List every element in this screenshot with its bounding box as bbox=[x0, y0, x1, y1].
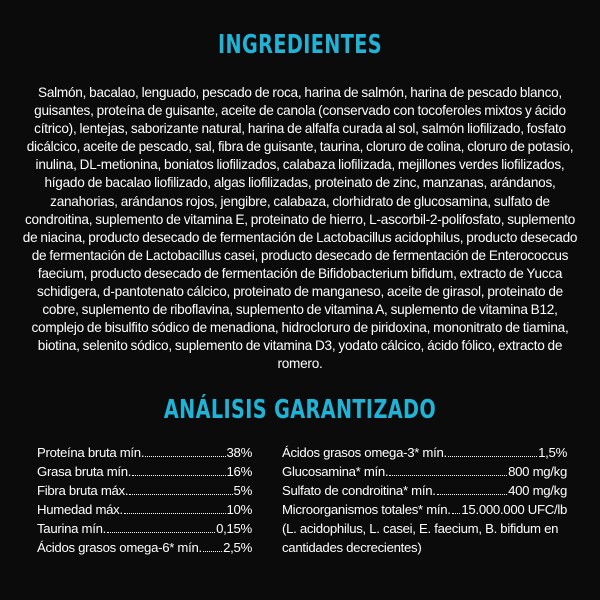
dot-leader bbox=[107, 531, 215, 533]
dot-leader bbox=[124, 512, 226, 514]
dot-leader bbox=[448, 455, 537, 457]
analysis-row bbox=[37, 500, 252, 519]
dot-leader bbox=[145, 455, 225, 457]
analysis-heading: ANÁLISIS GARANTIZADO bbox=[163, 395, 437, 425]
analysis-label: Grasa bruta mín. bbox=[37, 464, 132, 479]
analysis-row bbox=[282, 481, 567, 500]
analysis-value: 16% bbox=[226, 464, 252, 479]
dot-leader bbox=[452, 512, 461, 514]
analysis-value: 38% bbox=[226, 445, 252, 460]
analysis-right-column bbox=[282, 443, 567, 557]
analysis-row bbox=[37, 481, 252, 500]
analysis-label: Taurina mín. bbox=[37, 521, 106, 536]
dot-leader bbox=[389, 474, 507, 476]
analysis-value: 5% bbox=[233, 483, 252, 498]
dot-leader bbox=[132, 474, 225, 476]
analysis-row bbox=[282, 443, 567, 462]
analysis-value: 2,5% bbox=[223, 540, 252, 555]
dot-leader bbox=[437, 493, 507, 495]
analysis-value: 0,15% bbox=[216, 521, 252, 536]
analysis-label: Proteína bruta mín. bbox=[37, 445, 145, 460]
ingredients-heading: INGREDIENTES bbox=[218, 30, 382, 60]
dot-leader bbox=[129, 493, 232, 495]
analysis-row bbox=[37, 519, 252, 538]
analysis-value: 1,5% bbox=[538, 445, 567, 460]
analysis-value: 15.000.000 UFC/lb bbox=[461, 502, 567, 517]
ingredients-text: Salmón, bacalao, lenguado, pescado de roca, harina de salmón, harina de pescado blanco, guisantes, proteína de guisante, aceite de canola (conservado con tocoferoles mixtos y ácido cítrico), lentejas, saborizante natural, harina de alfalfa curada al sol, salmón liofilizado, fosfato dicálcico, aceite de pescado, sal, fibra de guisante, taurina, cloruro de colina, cloruro de potasio, inulina, DL-metionina, boniatos liofilizados, calabaza liofilizada, mejillones verdes liofilizados, hígado de bacalao liofilizado, algas liofilizadas, proteinato de zinc, manzanas, arándanos, zanahorias, arándanos rojos, jengibre, calabaza, clorhidrato de glucosamina, sulfato de condroitina, suplemento de vitamina E, proteinato de hierro, L-ascorbil-2-polifosfato, suplemento de niacina, producto desecado de fermentación de Lactobacillus acidophilus, producto desecado de fermentación de Lactobacillus casei, producto desecado de fermentación de Enterococcus faecium, producto desecado de fermentación de Bifidobacterium bifidum, extracto de Yucca schidigera, d-pantotenato cálcico, proteinato de manganeso, aceite de girasol, proteinato de cobre, suplemento de riboflavina, suplemento de vitamina A, suplemento de vitamina B12, complejo de bisulfito sódico de menadiona, hidrocloruro de piridoxina, mononitrato de tiamina, biotina, selenito sódico, suplemento de vitamina D3, yodato cálcico, ácido fólico, extracto de romero. bbox=[22, 85, 578, 372]
analysis-row bbox=[37, 538, 252, 557]
analysis-label: Sulfato de condroitina* mín. bbox=[282, 483, 436, 498]
analysis-label: Humedad máx. bbox=[37, 502, 123, 517]
analysis-value: 400 mg/kg bbox=[508, 483, 567, 498]
analysis-row bbox=[37, 443, 252, 462]
analysis-left-column bbox=[37, 443, 252, 557]
analysis-label: Fibra bruta máx. bbox=[37, 483, 129, 498]
dot-leader bbox=[203, 550, 222, 552]
analysis-label: Glucosamina* mín. bbox=[282, 464, 389, 479]
analysis-value: 10% bbox=[226, 502, 252, 517]
analysis-note: (L. acidophilus, L. casei, E. faecium, B. bifidum en cantidades decrecientes) bbox=[282, 521, 559, 555]
analysis-row bbox=[282, 500, 567, 519]
analysis-row bbox=[282, 462, 567, 481]
analysis-row bbox=[37, 462, 252, 481]
analysis-value: 800 mg/kg bbox=[508, 464, 567, 479]
analysis-label: Microorganismos totales* mín. bbox=[282, 502, 451, 517]
analysis-label: Ácidos grasos omega-6* mín. bbox=[37, 540, 202, 555]
analysis-label: Ácidos grasos omega-3* mín. bbox=[282, 445, 447, 460]
